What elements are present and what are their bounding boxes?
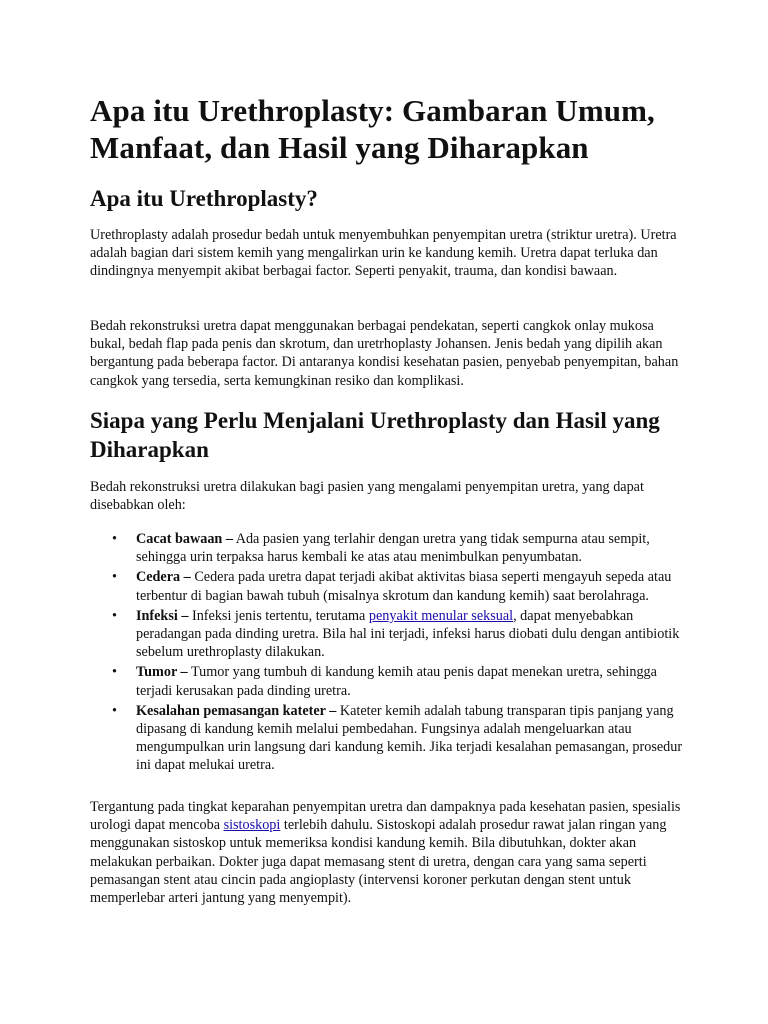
list-item-text: Cedera pada uretra dapat terjadi akibat aktivitas biasa seperti mengayuh sepeda atau terbentur di bagian bawah tubuh (misalnya skrotum dan kandung kemih) saat berolahraga. bbox=[136, 569, 672, 604]
bullet-icon: • bbox=[112, 607, 117, 624]
list-item bbox=[90, 663, 690, 699]
list-item-text: Kateter kemih adalah tabung transparan tipis panjang yang dipasang di kandung kemih melalui pembedahan. Fungsinya adalah mengeluarkan atau mengumpulkan urin langsung dari kandung kemih. Jika terjadi kesalahan pemasangan, prosedur ini dapat melukai uretra. bbox=[136, 702, 683, 774]
list-item bbox=[90, 702, 690, 775]
section-heading-what-is: Apa itu Urethroplasty? bbox=[90, 186, 318, 211]
list-item-term: Tumor – bbox=[136, 664, 188, 681]
paragraph-definition: Urethroplasty adalah prosedur bedah untuk menyembuhkan penyempitan uretra (striktur uretra). Uretra adalah bagian dari sistem kemih yang mengalirkan urin ke kandung kemih. Uretra dapat terluka dan dindingnya menyempit akibat berbagai factor. Seperti penyakit, trauma, dan kondisi bawaan. bbox=[90, 227, 677, 280]
list-item bbox=[90, 568, 690, 604]
bullet-icon: • bbox=[112, 569, 117, 586]
section-heading-who-needs: Siapa yang Perlu Menjalani Urethroplasty dan Hasil yang Diharapkan bbox=[90, 408, 660, 462]
list-item-term: Infeksi – bbox=[136, 607, 189, 624]
paragraph-approaches: Bedah rekonstruksi uretra dapat menggunakan berbagai pendekatan, seperti cangkok onlay mukosa bukal, bedah flap pada penis dan skrotum, dan uretrhoplasty Johansen. Jenis bedah yang dipilih akan bergantung pada beberapa factor. Di antaranya kondisi kesehatan pasien, penyebab penyempitan, bahan cangkok yang tersedia, serta kemungkinan resiko dan komplikasi. bbox=[90, 318, 679, 389]
paragraph-text: Tergantung pada tingkat keparahan penyempitan uretra dan dampaknya pada kesehatan pasien, spesialis urologi dapat mencoba bbox=[90, 799, 681, 834]
list-item bbox=[90, 607, 690, 662]
bullet-icon: • bbox=[112, 531, 117, 547]
list-item-text: , dapat menyebabkan peradangan pada dinding uretra. Bila hal ini terjadi, infeksi harus diobati dulu dengan antibiotik sebelum urethroplasty dilakukan. bbox=[136, 607, 680, 661]
list-item-text: Infeksi jenis tertentu, terutama bbox=[188, 607, 369, 624]
list-item-term: Cacat bawaan – bbox=[136, 531, 233, 547]
page-title: Apa itu Urethroplasty: Gambaran Umum, Manfaat, dan Hasil yang Diharapkan bbox=[90, 93, 655, 165]
bullet-icon: • bbox=[112, 702, 117, 719]
link-sistoskopi[interactable]: sistoskopi bbox=[223, 817, 281, 834]
causes-list bbox=[90, 530, 690, 775]
list-item-text: Tumor yang tumbuh di kandung kemih atau penis dapat menekan uretra, sehingga terjadi kerusakan pada dinding uretra. bbox=[136, 664, 657, 699]
list-item-text: Ada pasien yang terlahir dengan uretra yang tidak sempurna atau sempit, sehingga urin terpaksa harus kembali ke atas atau menimbulkan penyumbatan. bbox=[136, 531, 650, 566]
paragraph-text: terlebih dahulu. Sistoskopi adalah prosedur rawat jalan ringan yang menggunakan sistoskop untuk memeriksa kondisi kandung kemih. Bila dibutuhkan, dokter akan melakukan perbaikan. Dokter juga dapat memasang stent di uretra, dengan cara yang sama seperti pemasangan stent atau cincin pada angioplasty (intervensi koroner perkutan dengan stent untuk memperlebar arteri jantung yang menyempit). bbox=[90, 817, 667, 907]
paragraph-causes-intro: Bedah rekonstruksi uretra dilakukan bagi pasien yang mengalami penyempitan uretra, yang dapat disebabkan oleh: bbox=[90, 479, 644, 514]
list-item bbox=[90, 530, 690, 566]
paragraph-cystoscopy bbox=[90, 798, 690, 907]
list-item-term: Kesalahan pemasangan kateter – bbox=[136, 702, 337, 719]
bullet-icon: • bbox=[112, 664, 117, 681]
link-penyakit-menular-seksual[interactable]: penyakit menular seksual bbox=[368, 607, 514, 624]
list-item-term: Cedera – bbox=[136, 569, 191, 586]
